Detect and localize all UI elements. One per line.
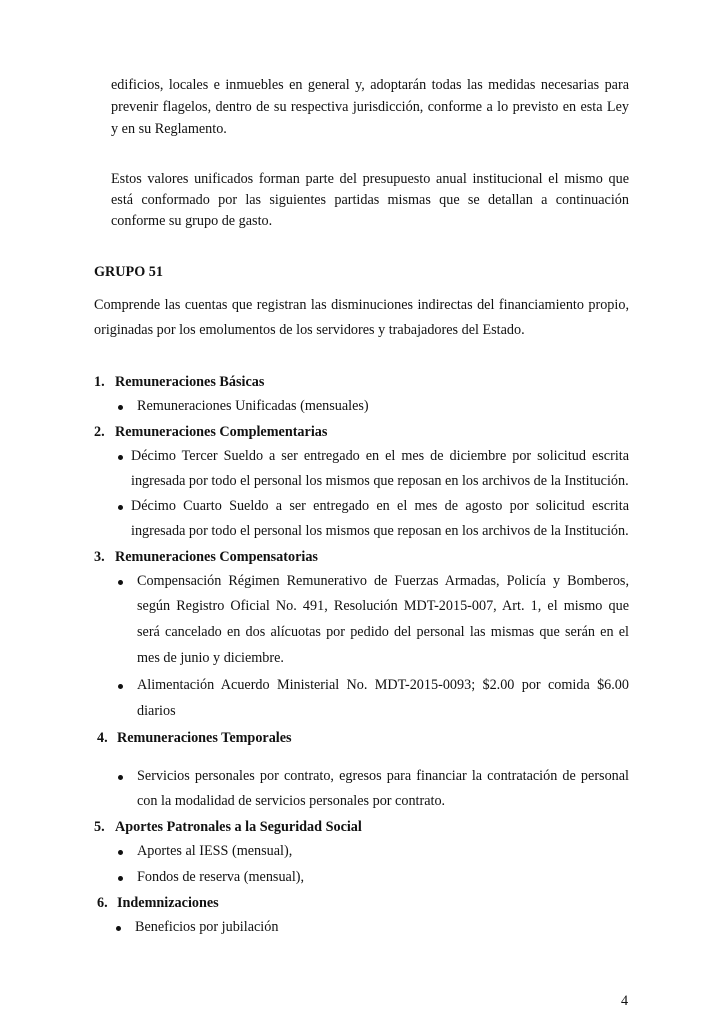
section-number: 1.	[94, 374, 105, 390]
list-item-line: diarios	[137, 703, 176, 719]
group-description-line: originadas por los emolumentos de los servidores y trabajadores del Estado.	[94, 322, 525, 338]
section-title: Remuneraciones Temporales	[117, 730, 292, 746]
section-title: Remuneraciones Compensatorias	[115, 549, 318, 565]
list-item-line: Décimo Tercer Sueldo a ser entregado en el mes de diciembre por solicitud escrita	[131, 448, 629, 464]
section-number: 6.	[97, 895, 108, 911]
list-item-line: Alimentación Acuerdo Ministerial No. MDT-2015-0093; $2.00 por comida $6.00	[137, 677, 629, 693]
group-description-line: Comprende las cuentas que registran las disminuciones indirectas del financiamiento propio,	[94, 297, 629, 313]
group-heading: GRUPO 51	[94, 264, 163, 280]
list-item-line: Décimo Cuarto Sueldo a ser entregado en el mes de agosto por solicitud escrita	[131, 498, 629, 514]
page-number: 4	[621, 993, 629, 1009]
paragraph-line: está conformado por las siguientes partidas mismas que se detallan a continuación	[111, 192, 629, 208]
list-item-line: Remuneraciones Unificadas (mensuales)	[137, 398, 369, 414]
list-item-line: ingresada por todo el personal los mismos que reposan en los archivos de la Institución.	[131, 473, 629, 489]
bullet-icon	[118, 876, 123, 881]
list-item-line: ingresada por todo el personal los mismos que reposan en los archivos de la Institución.	[131, 523, 629, 539]
section-number: 5.	[94, 819, 105, 835]
section-number: 4.	[97, 730, 108, 746]
bullet-icon	[118, 505, 123, 510]
section-number: 3.	[94, 549, 105, 565]
bullet-icon	[118, 405, 123, 410]
bullet-icon	[118, 850, 123, 855]
paragraph-line: Estos valores unificados forman parte del presupuesto anual institucional el mismo que	[111, 171, 629, 187]
list-item-line: según Registro Oficial No. 491, Resolución MDT-2015-007, Art. 1, el mismo que	[137, 598, 629, 614]
list-item-line: Aportes al IESS (mensual),	[137, 843, 293, 859]
bullet-icon	[118, 684, 123, 689]
list-item-line: será cancelado en dos alícuotas por pedido del personal las mismas que serán en el	[137, 624, 629, 640]
bullet-icon	[118, 775, 123, 780]
list-item-line: Servicios personales por contrato, egresos para financiar la contratación de personal	[137, 768, 629, 784]
bullet-icon	[118, 580, 123, 585]
list-item-line: Beneficios por jubilación	[135, 919, 279, 935]
paragraph-line: prevenir flagelos, dentro de su respectiva jurisdicción, conforme a lo previsto en esta Ley	[111, 99, 629, 115]
section-title: Remuneraciones Básicas	[115, 374, 265, 390]
list-item-line: mes de junio y diciembre.	[137, 650, 284, 666]
section-title: Aportes Patronales a la Seguridad Social	[115, 819, 362, 835]
paragraph-line: y en su Reglamento.	[111, 121, 227, 137]
section-title: Indemnizaciones	[117, 895, 219, 911]
paragraph-line: conforme su grupo de gasto.	[111, 213, 273, 229]
list-item-line: Fondos de reserva (mensual),	[137, 869, 305, 885]
list-item-line: Compensación Régimen Remunerativo de Fuerzas Armadas, Policía y Bomberos,	[137, 573, 629, 589]
bullet-icon	[118, 455, 123, 460]
section-number: 2.	[94, 424, 105, 440]
section-title: Remuneraciones Complementarias	[115, 424, 328, 440]
list-item-line: con la modalidad de servicios personales por contrato.	[137, 793, 446, 809]
bullet-icon	[116, 926, 121, 931]
paragraph-line: edificios, locales e inmuebles en general y, adoptarán todas las medidas necesarias para	[111, 77, 629, 93]
